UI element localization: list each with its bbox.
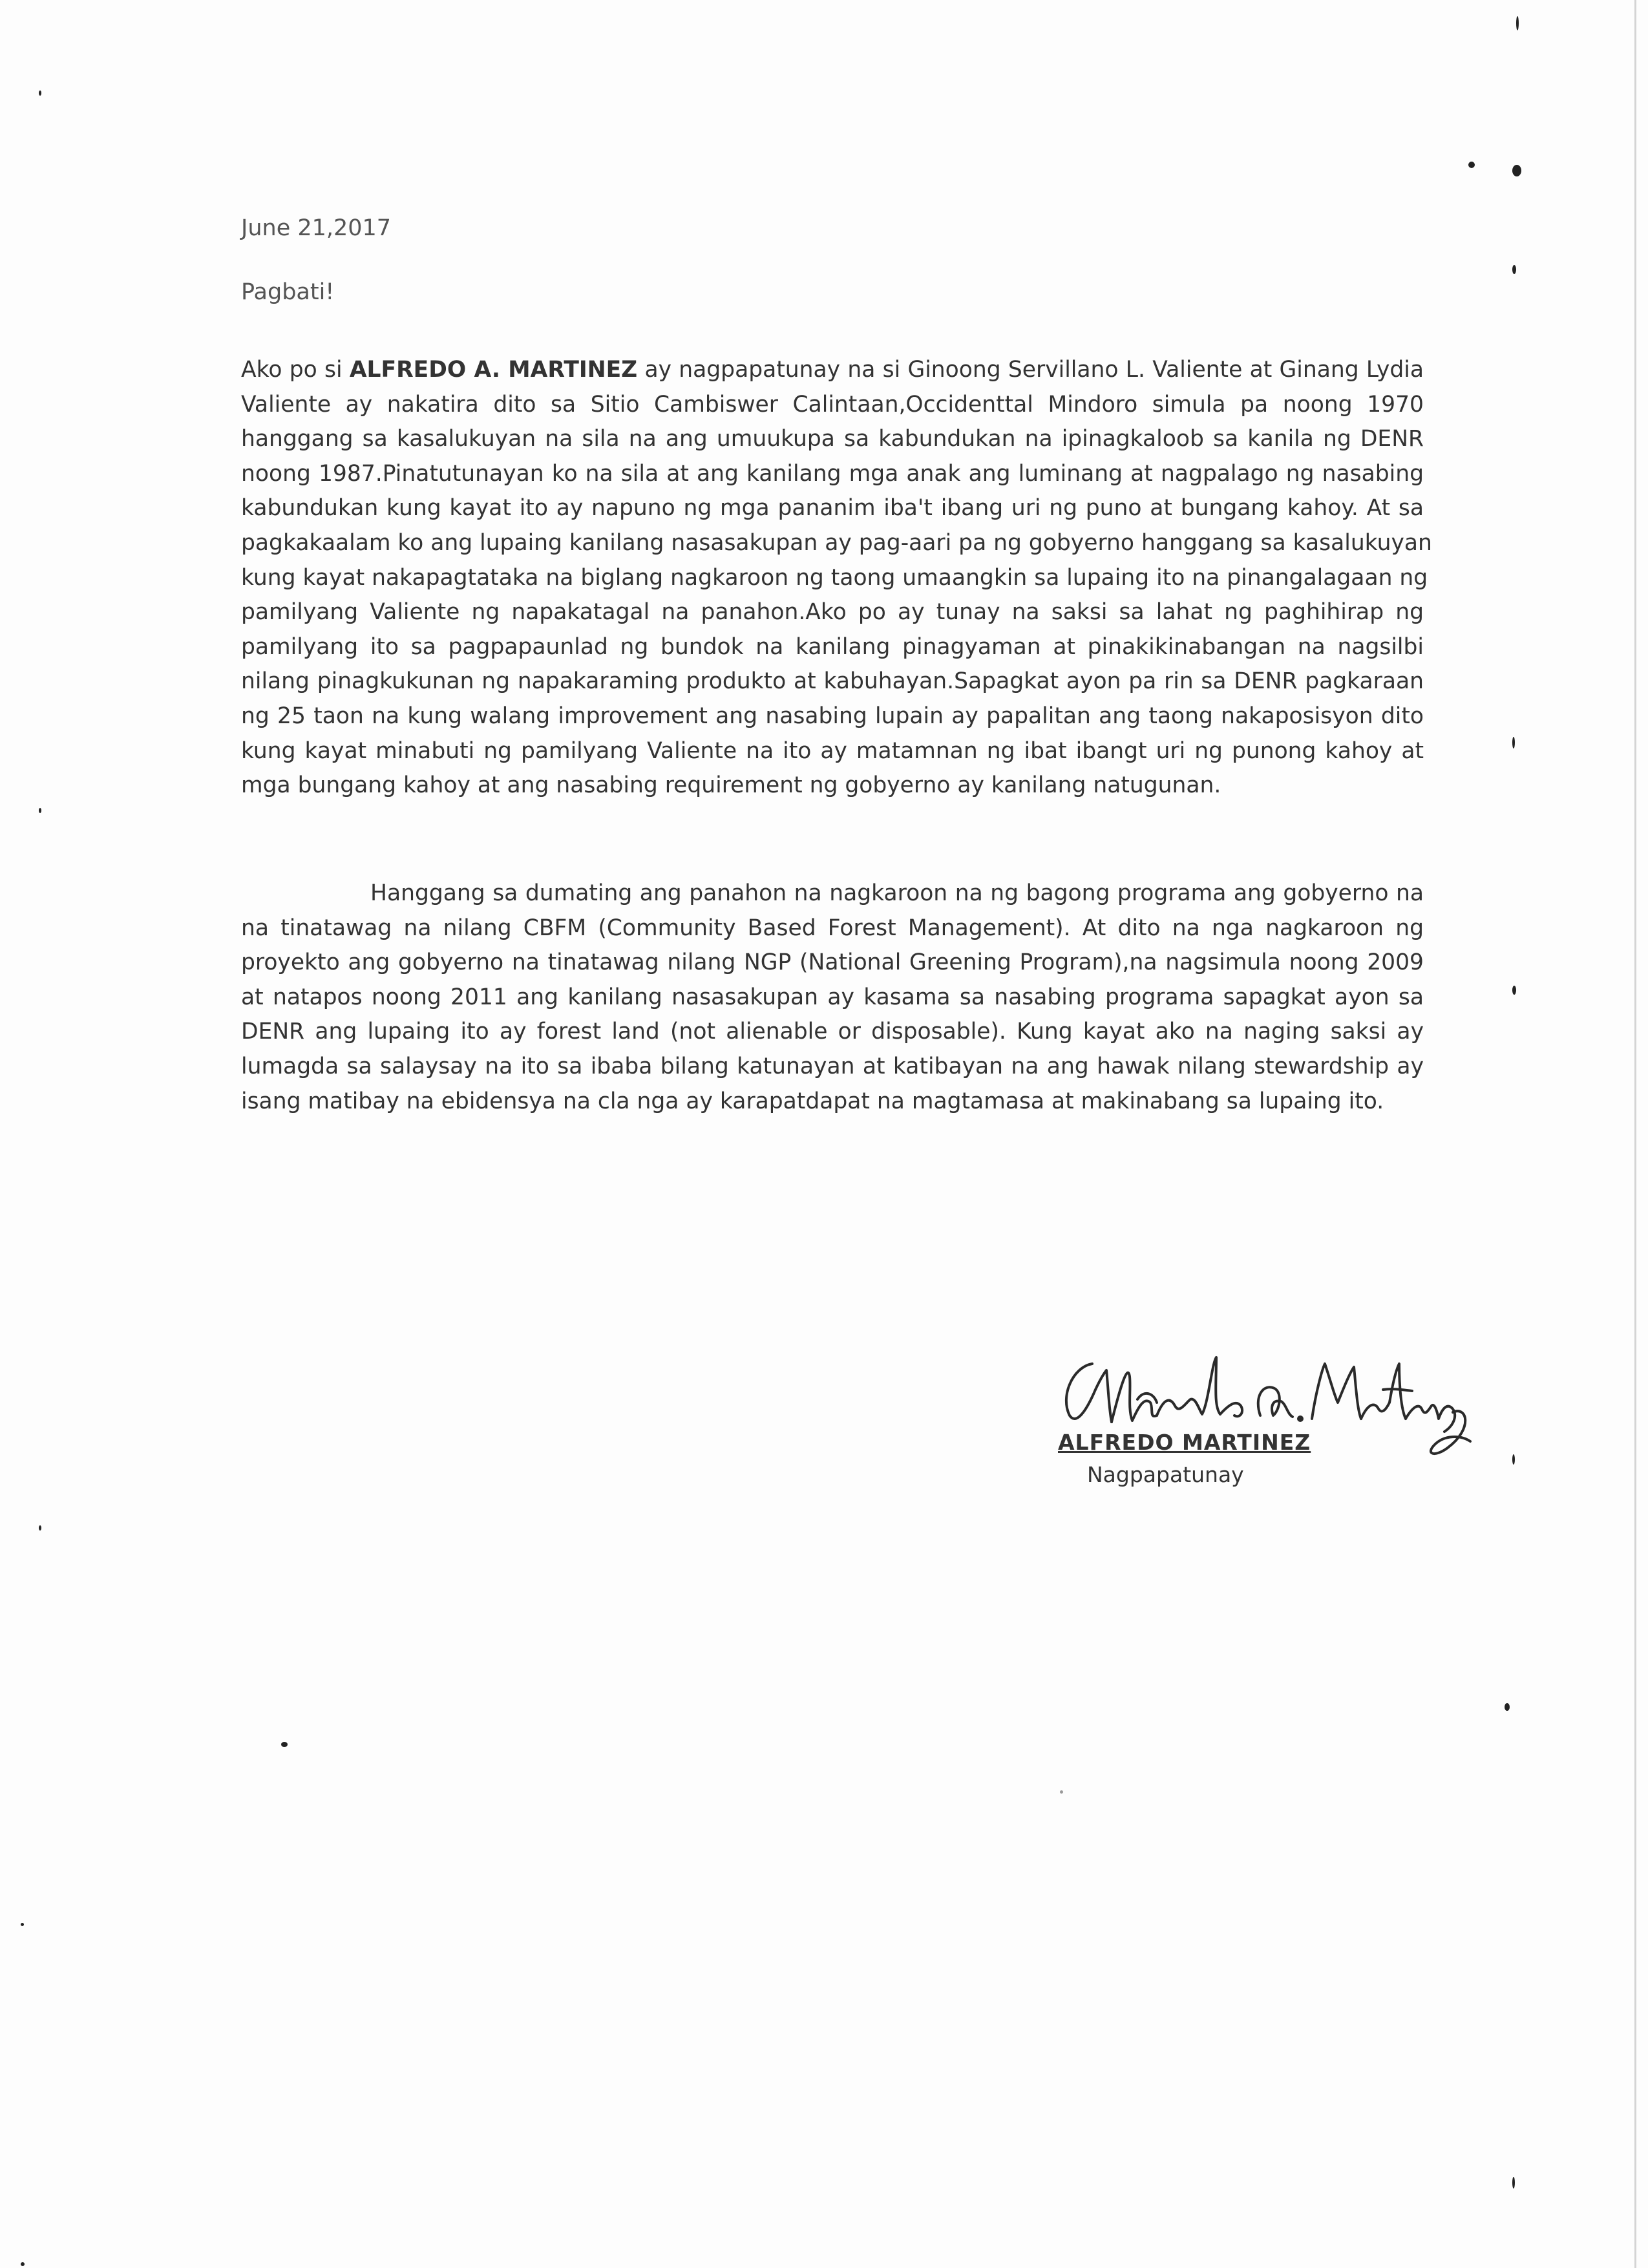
paragraph-1-line: kung kayat nakapagtataka na biglang nagkaroon ng taong umaangkin sa lupaing ito na pinangalagaan ng [241, 564, 1428, 591]
scan-speck [1516, 16, 1519, 30]
scan-speck [39, 1525, 41, 1531]
paragraph-1-line: noong 1987.Pinatutunayan ko na sila at ang kanilang mga anak ang luminang at nagpalago ng nasabing [241, 460, 1424, 487]
paragraph-2-line: DENR ang lupaing ito ay forest land (not alienable or disposable). Kung kayat ako na naging saksi ay [241, 1019, 1424, 1045]
scan-speck [1512, 986, 1516, 995]
scan-speck [39, 808, 41, 813]
paragraph-1-line: pamilyang ito sa pagpapaunlad ng bundok na kanilang pinagyaman at pinakikinabangan na nagsilbi [241, 633, 1424, 660]
letter-greeting: Pagbati! [241, 279, 335, 305]
paragraph-1-line: pagkakaalam ko ang lupaing kanilang nasasakupan ay pag-aari pa ng gobyerno hanggang sa kasalukuyan [241, 529, 1432, 556]
paragraph-1-line: ng 25 taon na kung walang improvement ang nasabing lupain ay papalitan ang taong nakaposisyon dito [241, 703, 1424, 729]
scan-speck [1505, 1703, 1510, 1711]
scan-speck [1512, 737, 1515, 748]
paragraph-2-line: at natapos noong 2011 ang kanilang nasasakupan ay kasama sa nasabing programa sapagkat ayon sa [241, 984, 1424, 1010]
scan-speck [1512, 2177, 1515, 2189]
author-name-bold: ALFREDO A. MARTINEZ [349, 357, 638, 383]
paragraph-2-line: na tinatawag na nilang CBFM (Community Based Forest Management). At dito na nga nagkaroon ng [241, 915, 1424, 941]
letter-date: June 21,2017 [241, 215, 392, 241]
scan-speck [1468, 162, 1475, 168]
paragraph-2-line: Hanggang sa dumating ang panahon na nagkaroon na ng bagong programa ang gobyerno na [370, 880, 1424, 906]
paragraph-2 [241, 876, 1424, 1119]
scan-speck [1512, 265, 1516, 274]
paragraph-1 [241, 353, 1432, 803]
paragraph-1-line: Valiente ay nakatira dito sa Sitio Cambiswer Calintaan,Occidenttal Mindoro simula pa noong 1970 [241, 391, 1424, 418]
paragraph-1-line: kabundukan kung kayat ito ay napuno ng mga pananim iba't ibang uri ng puno at bungang kahoy. At sa [241, 495, 1424, 522]
page-edge [1634, 0, 1636, 2268]
scan-speck [281, 1742, 288, 1747]
scan-speck [21, 1923, 24, 1926]
paragraph-2-line: lumagda sa salaysay na ito sa ibaba bilang katunayan at katibayan na ang hawak nilang stewardship ay [241, 1053, 1424, 1079]
text-run: ay nagpapatunay na si Ginoong Servillano L. Valiente at Ginang Lydia [637, 357, 1424, 383]
scan-speck [21, 2262, 25, 2266]
paragraph-1-line: nilang pinagkukunan ng napakaraming produkto at kabuhayan.Sapagkat ayon pa rin sa DENR pagkaraan [241, 668, 1424, 695]
signer-name: ALFREDO MARTINEZ [1058, 1430, 1311, 1455]
scan-speck [39, 90, 41, 96]
paragraph-1-line: pamilyang Valiente ng napakatagal na panahon.Ako po ay tunay na saksi sa lahat ng paghihirap ng [241, 599, 1424, 626]
paragraph-1-line: mga bungang kahoy at ang nasabing requirement ng gobyerno ay kanilang natugunan. [241, 772, 1221, 799]
text-run: Ako po si [241, 357, 350, 383]
scan-speck [1060, 1790, 1063, 1794]
scan-speck [1512, 1454, 1515, 1465]
scan-speck [1512, 165, 1521, 176]
signer-role: Nagpapatunay [1087, 1462, 1244, 1487]
paragraph-1-line [241, 353, 1424, 388]
paragraph-1-line: hanggang sa kasalukuyan na sila na ang umuukupa sa kabundukan na ipinagkaloob sa kanila ng DENR [241, 426, 1424, 452]
paragraph-2-line: isang matibay na ebidensya na cla nga ay karapatdapat na magtamasa at makinabang sa lupaing ito. [241, 1088, 1384, 1114]
paragraph-2-line: proyekto ang gobyerno na tinatawag nilang NGP (National Greening Program),na nagsimula noong 2009 [241, 949, 1424, 976]
paragraph-1-line: kung kayat minabuti ng pamilyang Valiente na ito ay matamnan ng ibat ibangt uri ng punong kahoy at [241, 737, 1424, 764]
